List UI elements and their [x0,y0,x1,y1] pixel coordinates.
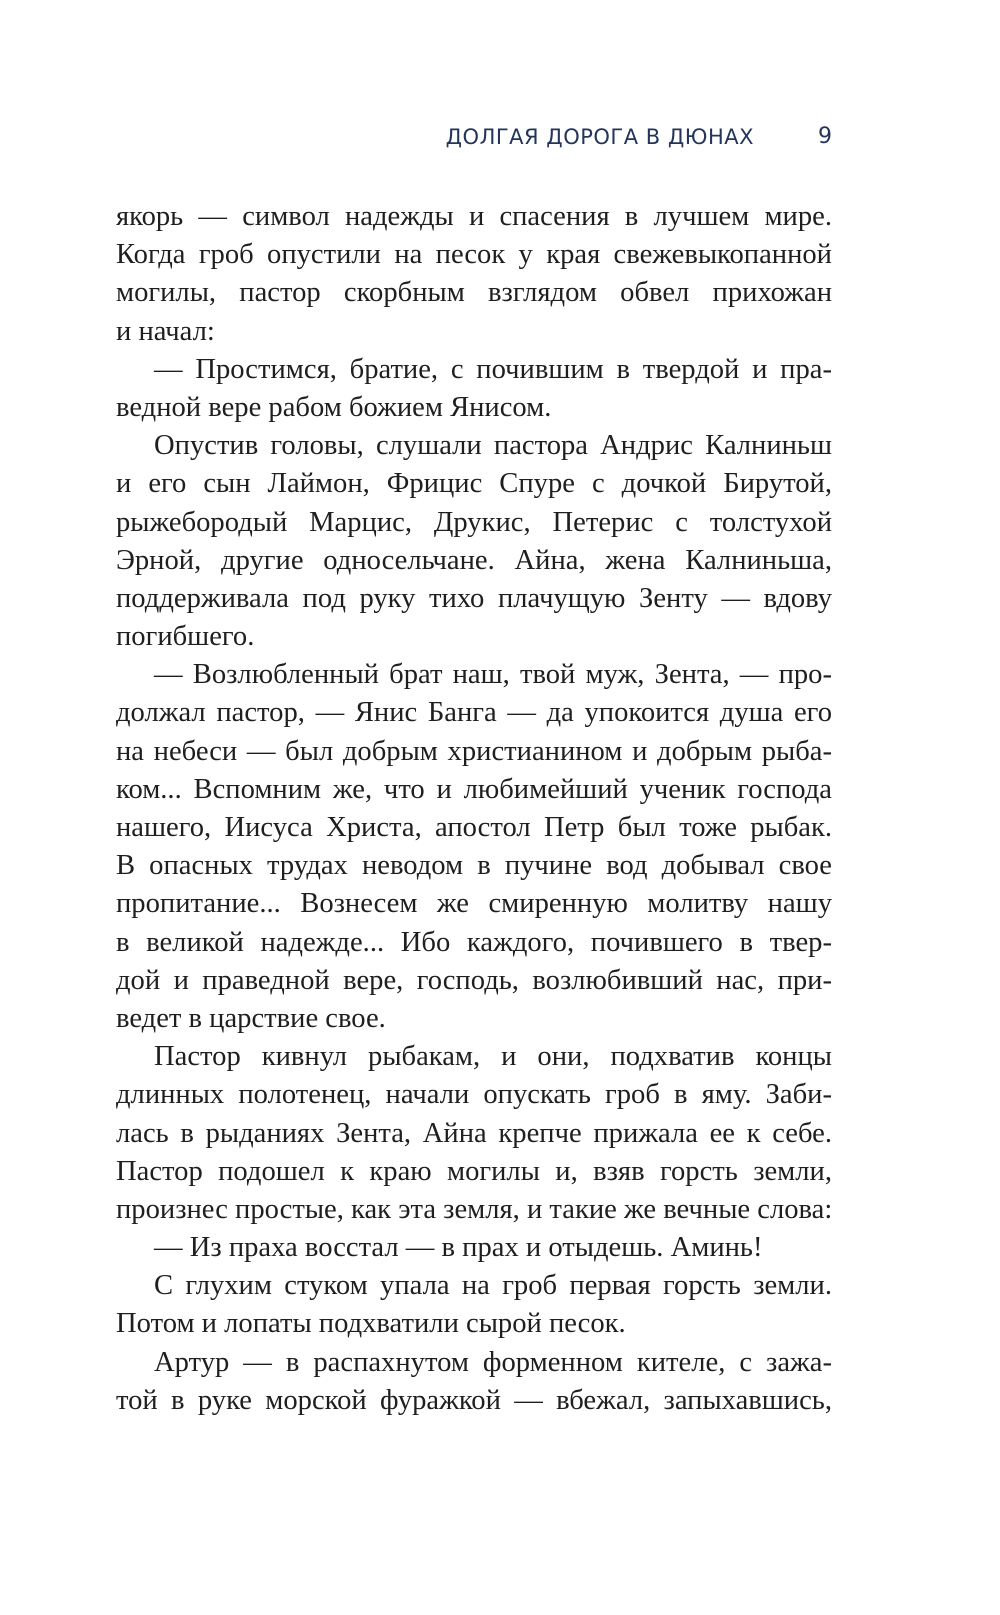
text-line: Артур — в распахнутом форменном кителе, с зажа- [154,1346,832,1378]
text-line: и его сын Лаймон, Фрицис Спуре с дочкой Бирутой, [116,468,832,500]
text-line: Потом и лопаты подхватили сырой песок. [116,1308,626,1340]
text-line: С глухим стуком упала на гроб первая горсть земли. [154,1270,832,1302]
text-line: В опасных трудах неводом в пучине вод добывал свое [116,850,832,882]
text-line: Пастор подошел к краю могилы и, взяв горсть земли, [116,1155,832,1187]
page-header [116,122,832,162]
text-line: той в руке морской фуражкой — вбежал, запыхавшись, [116,1384,832,1416]
text-line: Эрной, другие односельчане. Айна, жена Калниньша, [116,544,832,576]
text-line: ведет в царствие свое. [116,1002,386,1034]
running-head-title: ДОЛГАЯ ДОРОГА В ДЮНАХ [445,125,754,149]
text-line: — Из праха восстал — в прах и отыдешь. Аминь! [154,1232,763,1264]
text-line: длинных полотенец, начали опускать гроб в яму. Заби- [116,1079,832,1111]
text-line: — Простимся, братие, с почившим в твердой и пра- [154,353,832,385]
text-line: лась в рыданиях Зента, Айна крепче прижала ее к себе. [116,1117,832,1149]
page-number: 9 [818,124,832,149]
text-line: рыжебородый Марцис, Друкис, Петерис с толстухой [116,506,832,538]
text-line: на небеси — был добрым христианином и добрым рыба- [116,735,832,767]
text-line: ведной вере рабом божием Янисом. [116,391,552,423]
body-text [116,198,832,1420]
text-line: поддерживала под руку тихо плачущую Зенту — вдову [116,582,832,614]
text-line: произнес простые, как эта земля, и такие же вечные слова: [116,1193,833,1225]
text-line: в великой надежде... Ибо каждого, почившего в твер- [116,926,832,958]
text-line: ком... Вспомним же, что и любимейший ученик господа [116,773,832,805]
text-line: нашего, Иисуса Христа, апостол Петр был тоже рыбак. [116,812,832,843]
text-line: якорь — символ надежды и спасения в лучшем мире. [116,201,832,232]
text-line: погибшего. [116,621,255,653]
text-line: Когда гроб опустили на песок у края свежевыкопанной [116,239,832,271]
text-line: и начал: [116,315,215,347]
text-line: должал пастор, — Янис Банга — да упокоится душа его [116,697,832,729]
text-line: Опустив головы, слушали пастора Андрис Калниньш [154,430,832,462]
text-line: Пастор кивнул рыбакам, и они, подхватив концы [154,1041,832,1073]
text-line: дой и праведной вере, господь, возлюбивший нас, при- [116,964,832,996]
text-line: — Возлюбленный брат наш, твой муж, Зента, — про- [154,659,832,691]
text-line: пропитание... Вознесем же смиренную молитву нашу [116,888,832,920]
text-line: могилы, пастор скорбным взглядом обвел прихожан [116,277,832,309]
